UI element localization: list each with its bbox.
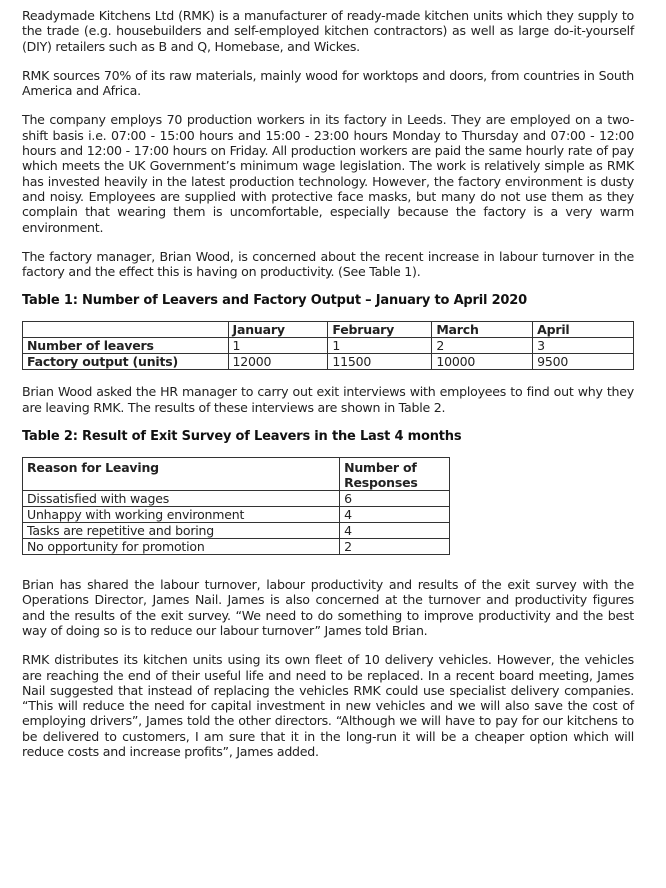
table-header-cell: April	[533, 322, 634, 338]
table-row	[23, 491, 450, 507]
table-cell: 1	[228, 338, 328, 354]
row-label: Factory output (units)	[23, 354, 229, 370]
table2-caption: Table 2: Result of Exit Survey of Leavers in the Last 4 months	[22, 429, 462, 445]
table-header-row	[23, 458, 450, 491]
document-page	[22, 8, 634, 759]
table-header-cell: Number of Responses	[340, 458, 450, 491]
paragraph-intro: Readymade Kitchens Ltd (RMK) is a manufacturer of ready-made kitchen units which they supply to the trade (e.g. housebuilders and self-employed kitchen contractors) as well as large do-it-yourself (DIY) retailers such as B and Q, Homebase, and Wickes.	[22, 8, 634, 54]
paragraph-labour-turnover: The factory manager, Brian Wood, is concerned about the recent increase in labour turnover in the factory and the effect this is having on productivity. (See Table 1).	[22, 248, 634, 280]
count-cell: 2	[340, 539, 450, 555]
table-header-cell: February	[328, 322, 432, 338]
paragraph-delivery-fleet: RMK distributes its kitchen units using its own fleet of 10 delivery vehicles. However, the vehicles are reaching the end of their useful life and need to be replaced. In a recent board meeting, James Nail suggested that instead of replacing the vehicles RMK could use specialist delivery companies. “This will reduce the need for capital investment in new vehicles and we will also save the cost of employing drivers”, James told the other directors. “Although we will have to pay for our kitchens to be delivered to customers, I am sure that it in the long-run it will be a cheaper option which will reduce costs and increase profits”, James added.	[22, 652, 634, 760]
table-row	[23, 507, 450, 523]
table-cell: 3	[533, 338, 634, 354]
paragraph-workforce: The company employs 70 production workers in its factory in Leeds. They are employed on a two-shift basis i.e. 07:00 - 15:00 hours and 15:00 - 23:00 hours Monday to Thursday and 07:00 - 12:00 hours and 12:00 - 17:00 hours on Friday. All production workers are paid the same hourly rate of pay which meets the UK Government’s minimum wage legislation. The work is relatively simple as RMK has invested heavily in the latest production technology. However, the factory environment is dusty and noisy. Employees are supplied with protective face masks, but many do not use them as they complain that wearing them is uncomfortable, especially because the factory is a very warm environment.	[22, 112, 634, 235]
row-label: Number of leavers	[23, 338, 229, 354]
table-cell: 1	[328, 338, 432, 354]
table-row	[23, 338, 634, 354]
leavers-output-table	[22, 321, 634, 370]
table-header-cell: Reason for Leaving	[23, 458, 340, 491]
reason-cell: Unhappy with working environment	[23, 507, 340, 523]
table-cell: 2	[432, 338, 533, 354]
table1-caption: Table 1: Number of Leavers and Factory Output – January to April 2020	[22, 293, 527, 309]
reason-cell: Tasks are repetitive and boring	[23, 523, 340, 539]
table-header-cell: March	[432, 322, 533, 338]
table-row	[23, 523, 450, 539]
paragraph-operations-director: Brian has shared the labour turnover, labour productivity and results of the exit survey with the Operations Director, James Nail. James is also concerned at the turnover and productivity figures and the results of the exit survey. “We need to do something to improve productivity and the best way of doing so is to reduce our labour turnover” James told Brian.	[22, 577, 634, 638]
table-header-cell: January	[228, 322, 328, 338]
table-cell: 9500	[533, 354, 634, 370]
exit-survey-table	[22, 457, 450, 555]
table-cell: 12000	[228, 354, 328, 370]
reason-cell: Dissatisfied with wages	[23, 491, 340, 507]
paragraph-raw-materials: RMK sources 70% of its raw materials, mainly wood for worktops and doors, from countries in South America and Africa.	[22, 67, 634, 99]
table-row	[23, 539, 450, 555]
paragraph-exit-interviews: Brian Wood asked the HR manager to carry out exit interviews with employees to find out why they are leaving RMK. The results of these interviews are shown in Table 2.	[22, 384, 634, 415]
table-header-row	[23, 322, 634, 338]
count-cell: 4	[340, 507, 450, 523]
table-cell: 11500	[328, 354, 432, 370]
table-cell: 10000	[432, 354, 533, 370]
count-cell: 4	[340, 523, 450, 539]
reason-cell: No opportunity for promotion	[23, 539, 340, 555]
table-row	[23, 354, 634, 370]
table-header-cell	[23, 322, 229, 338]
count-cell: 6	[340, 491, 450, 507]
